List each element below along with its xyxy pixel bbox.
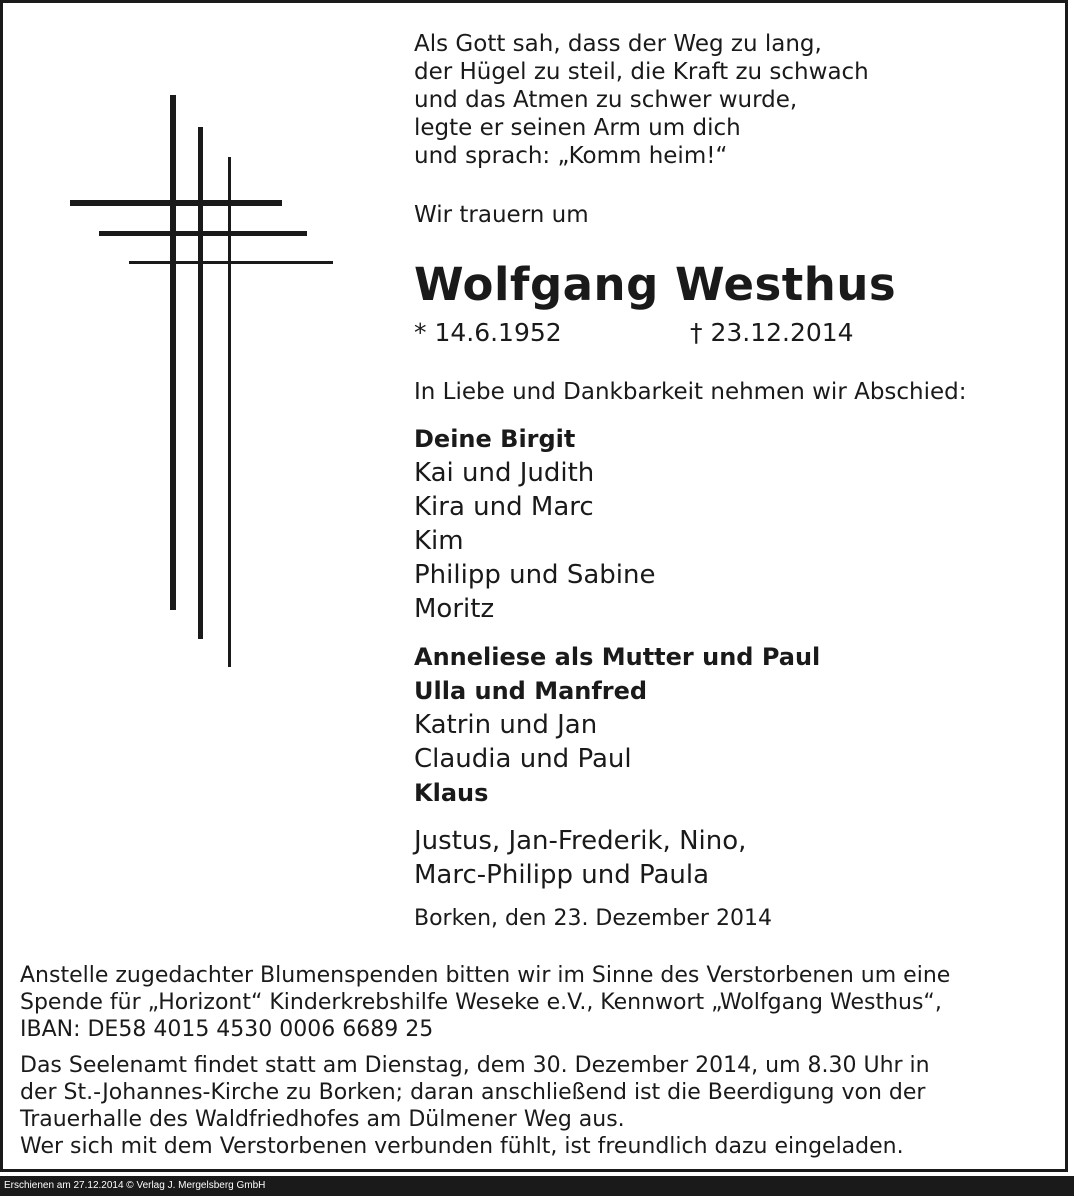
- farewell-line: In Liebe und Dankbarkeit nehmen wir Abschied:: [414, 379, 967, 405]
- family-name-bold: Ulla und Manfred: [414, 677, 648, 705]
- family-name: Kai und Judith: [414, 458, 595, 488]
- poem-line: und das Atmen zu schwer wurde,: [414, 87, 798, 113]
- paragraph-line: Das Seelenamt findet statt am Dienstag, dem 30. Dezember 2014, um 8.30 Uhr in: [20, 1053, 930, 1078]
- paragraph-line: Trauerhalle des Waldfriedhofes am Dülmener Weg aus.: [20, 1107, 625, 1132]
- poem-line: und sprach: „Komm heim!“: [414, 143, 728, 169]
- paragraph-line: IBAN: DE58 4015 4530 0006 6689 25: [20, 1017, 434, 1042]
- family-name: Justus, Jan-Frederik, Nino,: [414, 826, 747, 856]
- poem-line: legte er seinen Arm um dich: [414, 115, 741, 141]
- death-date: † 23.12.2014: [690, 318, 854, 347]
- family-name: Marc-Philipp und Paula: [414, 860, 710, 890]
- poem-line: der Hügel zu steil, die Kraft zu schwach: [414, 59, 869, 85]
- family-name: Kim: [414, 526, 464, 556]
- family-group-2: [414, 640, 820, 810]
- family-group-3: [414, 824, 746, 892]
- family-name: Claudia und Paul: [414, 744, 632, 774]
- birth-date: * 14.6.1952: [414, 318, 562, 347]
- mourn-intro: Wir trauern um: [414, 202, 589, 228]
- poem: [414, 30, 869, 170]
- family-name-bold: Anneliese als Mutter und Paul: [414, 643, 821, 671]
- donation-paragraph: [20, 962, 1050, 1043]
- family-name: Katrin und Jan: [414, 710, 598, 740]
- family-name: Moritz: [414, 594, 495, 624]
- family-name: Kira und Marc: [414, 492, 594, 522]
- paragraph-line: der St.-Johannes-Kirche zu Borken; daran anschließend ist die Beerdigung von der: [20, 1080, 926, 1105]
- publication-footer: Erschienen am 27.12.2014 © Verlag J. Mergelsberg GmbH: [0, 1176, 1074, 1196]
- deceased-name: Wolfgang Westhus: [414, 258, 897, 311]
- triple-cross-icon: [0, 0, 400, 700]
- family-name-bold: Klaus: [414, 779, 489, 807]
- family-group-1: [414, 422, 655, 626]
- paragraph-line: Wer sich mit dem Verstorbenen verbunden fühlt, ist freundlich dazu eingeladen.: [20, 1134, 904, 1159]
- paragraph-line: Spende für „Horizont“ Kinderkrebshilfe Weseke e.V., Kennwort „Wolfgang Westhus“,: [20, 990, 942, 1015]
- place-date: Borken, den 23. Dezember 2014: [414, 906, 772, 931]
- service-paragraph: [20, 1052, 1050, 1160]
- poem-line: Als Gott sah, dass der Weg zu lang,: [414, 31, 822, 57]
- family-name-bold: Deine Birgit: [414, 425, 576, 453]
- family-name: Philipp und Sabine: [414, 560, 656, 590]
- paragraph-line: Anstelle zugedachter Blumenspenden bitten wir im Sinne des Verstorbenen um eine: [20, 963, 951, 988]
